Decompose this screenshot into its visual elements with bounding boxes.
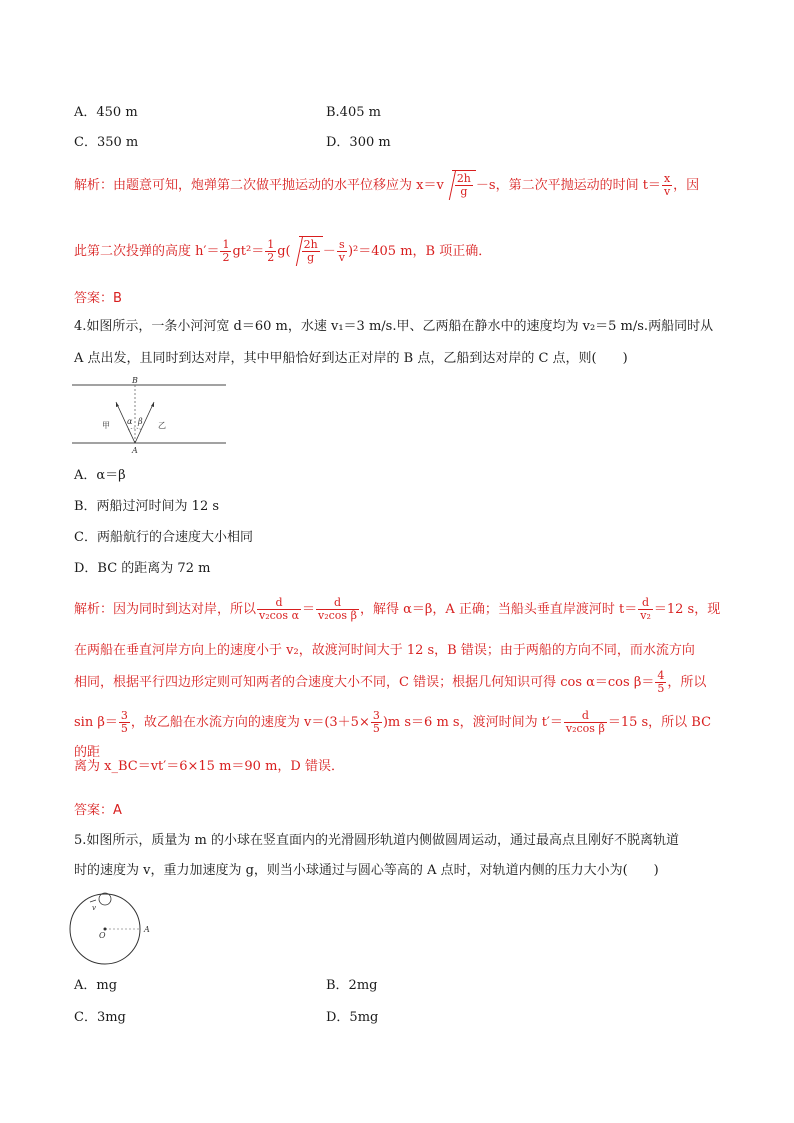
numerator: d xyxy=(316,597,359,610)
numerator: s xyxy=(337,239,347,252)
denominator: 5 xyxy=(657,682,665,695)
denominator: 2 xyxy=(222,251,230,264)
q4-option-a: A．α＝β xyxy=(74,468,126,483)
fraction xyxy=(316,597,359,622)
q5-stem-line2: 时的速度为 v，重力加速度为 g，则当小球通过与圆心等高的 A 点时，对轨道内侧的压力大小为( ) xyxy=(74,863,659,878)
label-jia: 甲 xyxy=(102,421,110,430)
q3-analysis-text: 解析：由题意可知，炮弹第二次做平抛运动的水平位移应为 x＝v xyxy=(74,178,444,193)
fraction xyxy=(265,239,276,264)
q3-analysis-text: －s，第二次平抛运动的时间 t＝ xyxy=(475,178,661,193)
q4-analysis-line3 xyxy=(74,668,726,698)
numerator: 2h xyxy=(456,172,471,185)
fraction xyxy=(662,173,672,198)
q3-analysis-line2: 此第二次投弹的高度 h′＝ $\frac{1}{2}$ gt²＝ $\frac{1}{2}$ g( $\frac{2h}{g}$ － $\frac{s}{v}$ )²＝405 m，B 项正确． xyxy=(74,236,726,267)
numerator: x xyxy=(663,172,671,185)
q3-analysis-text: ，因 xyxy=(673,178,700,193)
numerator: 1 xyxy=(222,238,230,251)
q4-analysis-text: )m s＝6 m s，渡河时间为 t′＝ xyxy=(382,715,563,730)
label-b: B xyxy=(132,376,138,385)
q3-analysis-line1 xyxy=(74,170,726,201)
q3-analysis-text: )²＝405 m，B 项正确． xyxy=(347,244,492,259)
label-v: v xyxy=(92,904,96,912)
q4-analysis-text: ＝15 s，所以 BC 的距 xyxy=(74,715,712,760)
numerator: 1 xyxy=(267,238,275,251)
q5-stem-line1: 5.如图所示，质量为 m 的小球在竖直面内的光滑圆形轨道内侧做圆周运动，通过最高点且刚好不脱离轨道 xyxy=(74,833,679,848)
fraction xyxy=(119,710,130,735)
q4-analysis-text: ，解得 α＝β，A 正确；当船头垂直岸渡河时 t＝ xyxy=(359,602,638,617)
q5-option-a: A．mg xyxy=(74,978,118,993)
denominator: v₂cos α xyxy=(259,609,299,622)
numerator: d xyxy=(564,710,607,723)
q4-analysis-text: ，故乙船在水流方向的速度为 v＝(3＋5× xyxy=(130,715,370,730)
q3-analysis-text: gt²＝ xyxy=(232,244,265,259)
q5-option-d: D．5mg xyxy=(326,1010,379,1025)
q5-option-b: B．2mg xyxy=(326,978,378,993)
fraction xyxy=(564,710,607,735)
q3-analysis-text: 此第二次投弹的高度 h′＝ xyxy=(74,244,220,259)
q3-analysis-text: g( xyxy=(277,244,291,259)
fraction xyxy=(655,670,666,695)
fraction xyxy=(371,710,382,735)
label-a: A xyxy=(144,925,150,934)
q4-answer: 答案：A xyxy=(74,803,122,818)
label-a: A xyxy=(132,446,138,455)
denominator: 2 xyxy=(267,251,275,264)
numerator: 3 xyxy=(120,709,128,722)
label-alpha: α xyxy=(127,417,133,426)
fraction xyxy=(257,597,301,622)
fraction xyxy=(638,597,653,622)
q3-option-b: B.405 m xyxy=(326,105,381,120)
q4-option-d: D．BC 的距离为 72 m xyxy=(74,561,211,576)
q4-option-b: B．两船过河时间为 12 s xyxy=(74,499,220,514)
fraction xyxy=(337,239,347,264)
denominator: v₂cos β xyxy=(565,722,605,735)
denominator: v₂cos β xyxy=(318,609,357,622)
numerator: 3 xyxy=(372,709,380,722)
q4-stem-line2: A 点出发，且同时到达对岸，其中甲船恰好到达正对岸的 B 点，乙船到达对岸的 C 点，则( ) xyxy=(74,351,628,366)
fraction xyxy=(302,239,320,264)
denominator: g xyxy=(307,251,315,264)
numerator: 2h xyxy=(303,238,318,251)
q4-analysis-text: 相同，根据平行四边形定则可知两者的合速度大小不同，C 错误；根据几何知识可得 cos α＝cos β＝ xyxy=(74,675,655,690)
q3-option-d: D．300 m xyxy=(326,135,391,150)
denominator: g xyxy=(460,185,468,198)
q4-analysis-line1: 解析：因为同时到达对岸，所以 $\frac{d}{\text{v₂cos α}}$ ＝ $\frac{d}{\text{v₂cos β}}$ ，解得 α＝β，A 正确；当船头垂直岸渡河时 t＝ $\frac{d}{\text{v₂}}$ ＝12 s，现 xyxy=(74,596,721,622)
q5-option-c: C．3mg xyxy=(74,1010,126,1025)
arrowhead-icon xyxy=(116,402,119,407)
velocity-arrow xyxy=(90,900,96,902)
q4-stem-line1: 4.如图所示，一条小河河宽 d＝60 m，水速 v₁＝3 m/s.甲、乙两船在静水中的速度均为 v₂＝5 m/s.两船同时从 xyxy=(74,319,714,334)
q4-analysis-line2: 在两船在垂直河岸方向上的速度小于 v₂，故渡河时间大于 12 s，B 错误；由于两船的方向不同，而水流方向 xyxy=(74,643,695,658)
q4-analysis-text: 解析：因为同时到达对岸，所以 xyxy=(74,602,257,617)
q4-option-c: C．两船航行的合速度大小相同 xyxy=(74,530,253,545)
sqrt-expression xyxy=(452,170,476,201)
label-o: O xyxy=(99,931,106,940)
label-beta: β xyxy=(138,417,143,426)
numerator: d xyxy=(257,597,301,610)
q4-analysis-text: sin β＝ xyxy=(74,715,118,730)
denominator: 5 xyxy=(372,722,380,735)
denominator: v xyxy=(338,251,345,264)
numerator: 4 xyxy=(657,669,665,682)
denominator: v₂ xyxy=(640,609,651,622)
ball xyxy=(99,893,111,905)
q4-analysis-text: ＝12 s，现 xyxy=(653,602,721,617)
q3-answer: 答案：B xyxy=(74,291,122,306)
numerator: d xyxy=(638,597,653,610)
sqrt-expression xyxy=(299,236,323,267)
q4-analysis-line5: 离为 x_BC＝vt′＝6×15 m＝90 m，D 错误． xyxy=(74,759,344,774)
arrowhead-icon xyxy=(151,402,154,407)
label-yi: 乙 xyxy=(158,421,166,430)
circular-track-figure xyxy=(68,886,164,968)
q3-option-c: C．350 m xyxy=(74,135,139,150)
denominator: 5 xyxy=(120,722,128,735)
fraction xyxy=(455,173,473,198)
river-crossing-figure xyxy=(72,376,228,456)
fraction xyxy=(220,239,231,264)
q3-option-a: A．450 m xyxy=(74,105,138,120)
q4-analysis-text: ，所以 xyxy=(667,675,707,690)
denominator: v xyxy=(663,185,671,198)
